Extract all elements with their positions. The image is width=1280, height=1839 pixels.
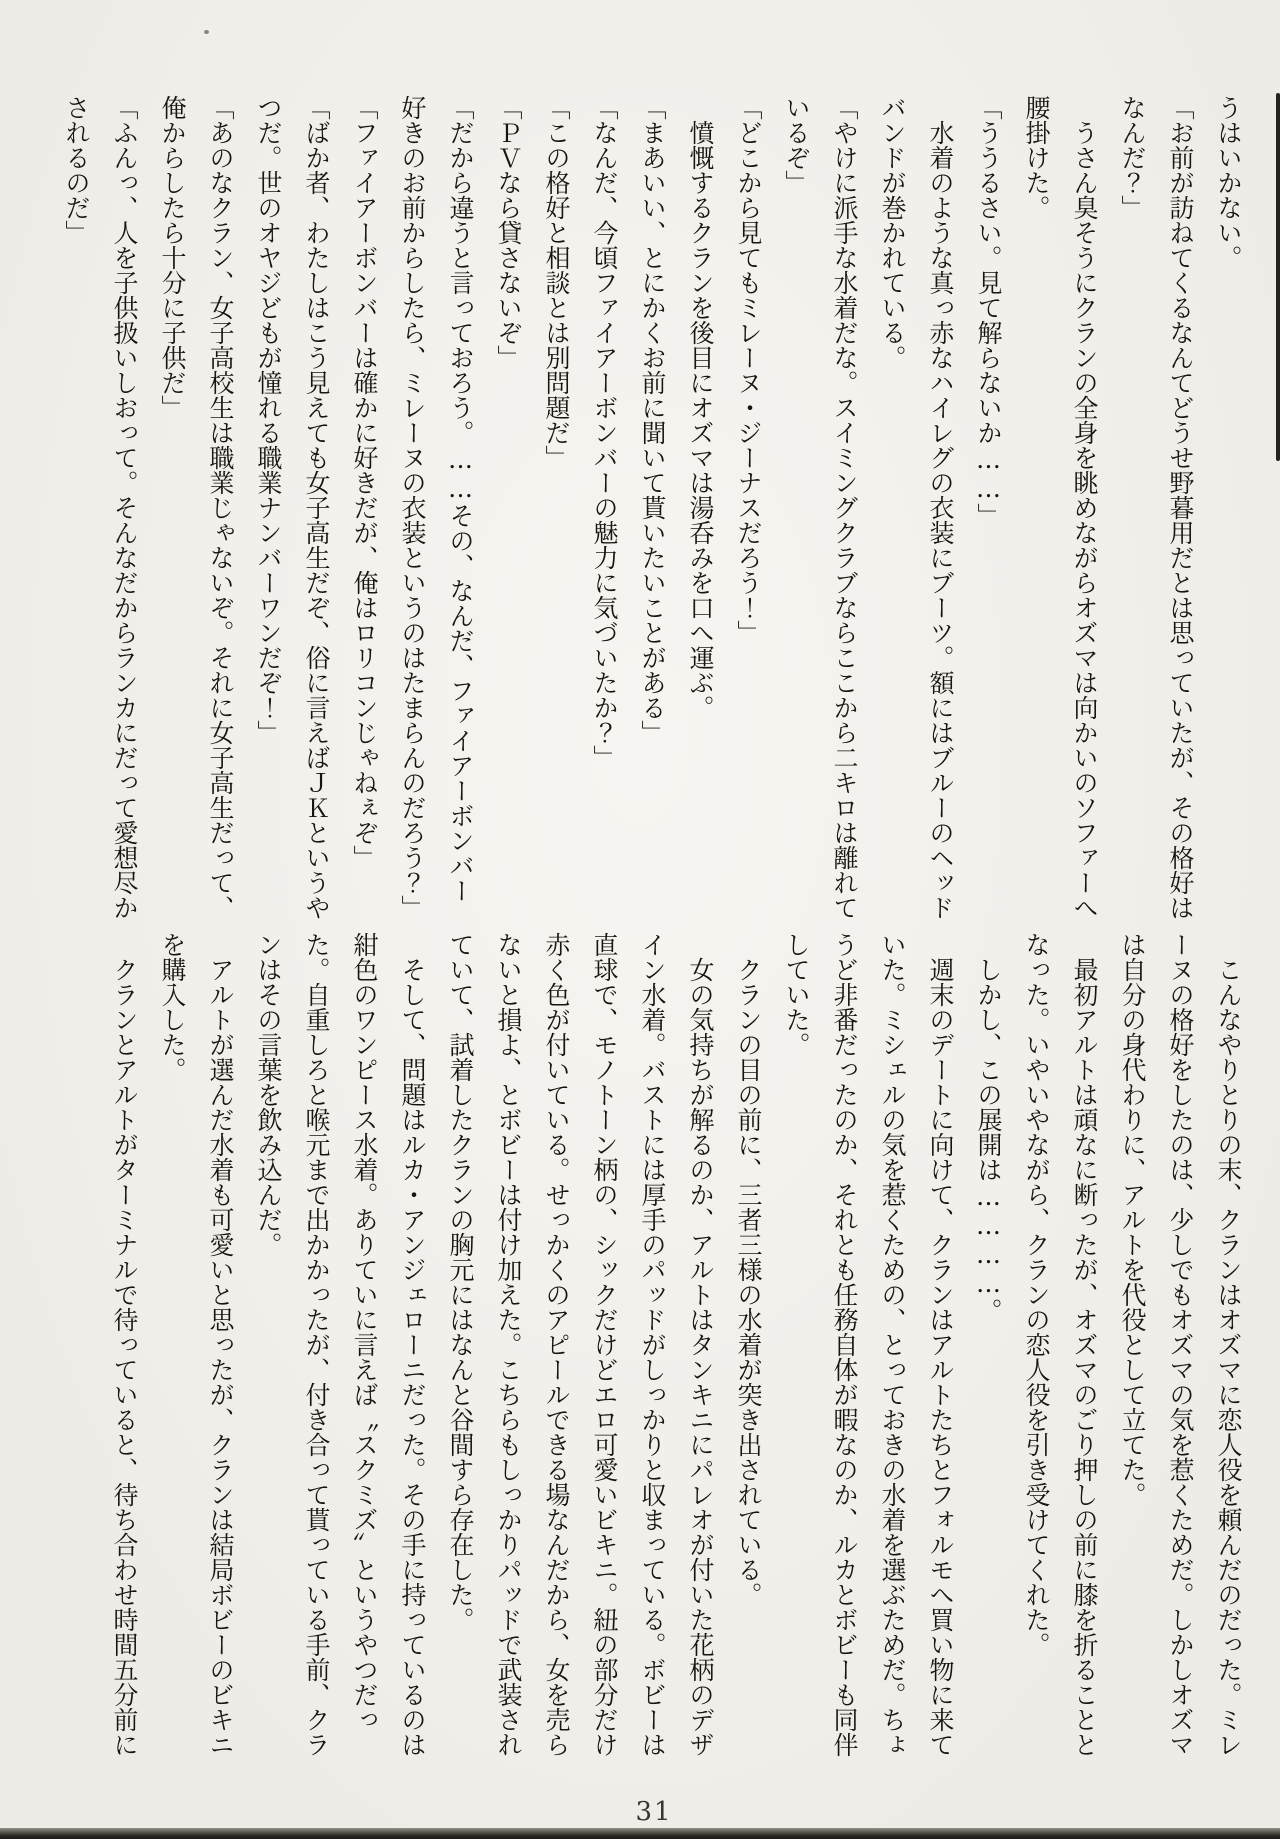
paragraph: うさん臭そうにクランの全身を眺めながらオズマは向かいのソファーへ腰掛けた。: [1022, 95, 1099, 920]
paragraph: 「ＰＶなら貸さないぞ」: [494, 95, 523, 370]
page-number: 31: [635, 1797, 673, 1827]
paragraph: 「なんだ、今頃ファイアーボンバーの魅力に気づいたか？」: [590, 95, 619, 770]
paragraph: アルトが選んだ水着も可愛いと思ったが、クランは結局ボビーのビキニを購入した。: [158, 932, 235, 1757]
paragraph: 「やけに派手な水着だな。スイミングクラブならここから二キロは離れているぞ」: [782, 95, 859, 920]
paragraph: 「ファイアーボンバーは確かに好きだが、俺はロリコンじゃねぇぞ」: [350, 95, 379, 870]
paragraph: こんなやりとりの末、クランはオズマに恋人役を頼んだのだった。ミレーヌの格好をしたのは、少しでもオズマの気を惹くためだ。しかしオズマは自分の身代わりに、アルトを代役として立てた。: [1118, 932, 1243, 1757]
paragraph: 「この格好と相談とは別問題だ」: [542, 95, 571, 470]
paragraph: 「ふんっ、人を子供扱いしおって。そんなだからランカにだって愛想尽かされるのだ」: [62, 95, 139, 920]
paragraph: 「だから違うと言っておろう。……その、なんだ、ファイアーボンバー好きのお前からしたら、ミレーヌの衣装というのはたまらんのだろう？」: [398, 95, 475, 920]
scan-speck: [204, 30, 209, 34]
paragraph: 「あのなクラン、女子高校生は職業じゃないぞ。それに女子高生だって、俺からしたら十分に子供だ」: [158, 95, 235, 920]
paragraph: 「お前が訪ねてくるなんてどうせ野暮用だとは思っていたが、その格好はなんだ？」: [1118, 95, 1195, 920]
paragraph: うはいかない。: [1214, 95, 1243, 270]
paragraph: 女の気持ちが解るのか、アルトはタンキニにパレオが付いた花柄のデザイン水着。バストには厚手のパッドがしっかりと収まっている。ボビーは直球で、モノトーン柄の、シックだけどエロ可愛いビキニ。紐の部分だけ赤く色が付いている。せっかくのアピールできる場なんだから、女を売らないと損よ、とボビーは付け加えた。こちらもしっかりパッドで武装されていて、試着したクランの胸元にはなんと谷間すら存在した。: [446, 932, 715, 1757]
scan-edge-right: [1276, 93, 1280, 461]
lower-text-band: [28, 932, 1252, 1760]
upper-text-band: [28, 95, 1252, 921]
paragraph: クランとアルトがターミナルで待っていると、待ち合わせ時間五分前に: [110, 932, 139, 1757]
paragraph: しかし、この展開は…………。: [974, 932, 1003, 1323]
paragraph: 「ううるさい。見て解らないか……」: [974, 95, 1003, 528]
paragraph: 「どこから見てもミレーヌ・ジーナスだろう！」: [734, 95, 763, 645]
paragraph: 週末のデートに向けて、クランはアルトたちとフォルモへ買い物に来ていた。ミシェルの気を惹くための、とっておきの水着を選ぶためだ。ちょうど非番だったのか、それとも任務自体が暇なのか、ルカとボビーも同伴していた。: [782, 932, 955, 1757]
paragraph: 最初アルトは頑なに断ったが、オズマのごり押しの前に膝を折ることとなった。いやいやながら、クランの恋人役を引き受けてくれた。: [1022, 932, 1099, 1757]
scan-edge-bottom: [0, 1828, 1280, 1839]
paragraph: 「まあいい、とにかくお前に聞いて貰いたいことがある」: [638, 95, 667, 745]
paragraph: 「ばか者、わたしはこう見えても女子高生だぞ、俗に言えばＪＫというやつだ。世のオヤジどもが憧れる職業ナンバーワンだぞ！」: [254, 95, 331, 920]
paragraph: クランの目の前に、三者三様の水着が突き出されている。: [734, 932, 763, 1607]
paragraph: 憤慨するクランを後目にオズマは湯呑みを口へ運ぶ。: [686, 95, 715, 720]
paragraph: そして、問題はルカ・アンジェローニだった。その手に持っているのは紺色のワンピース水着。ありていに言えば〝スクミズ〟というやつだった。自重しろと喉元まで出かかったが、付き合って貰っている手前、クランはその言葉を飲み込んだ。: [254, 932, 427, 1757]
paragraph: 水着のような真っ赤なハイレグの衣装にブーツ。額にはブルーのヘッドバンドが巻かれている。: [878, 95, 955, 920]
